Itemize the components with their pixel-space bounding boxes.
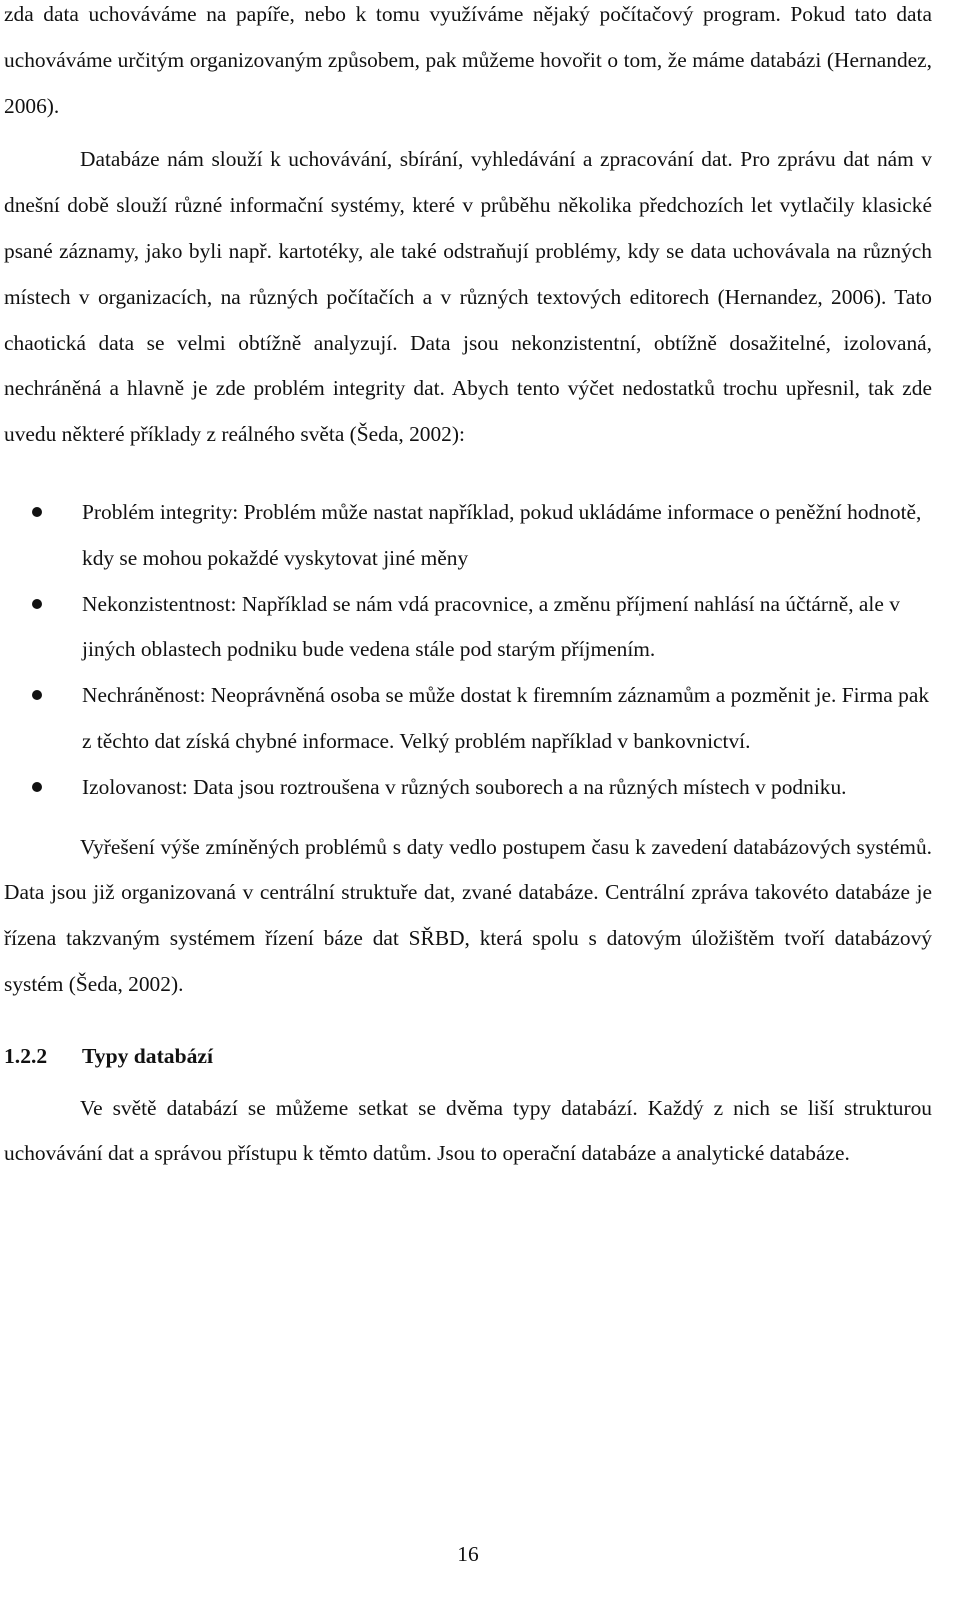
bullet-icon	[32, 599, 42, 609]
bullet-icon	[32, 507, 42, 517]
paragraph-types: Ve světě databází se můžeme setkat se dvěma typy databází. Každý z nich se liší strukturou uchovávání dat a správou přístupu k těmto datům. Jsou to operační databáze a analytické databáze.	[4, 1095, 932, 1166]
list-item	[4, 582, 932, 674]
paragraph-databases: Databáze nám slouží k uchovávání, sbírání, vyhledávání a zpracování dat. Pro zprávu dat nám v dnešní době slouží různé informační systémy, které v průběhu několika předchozích let vytlačily klasické psané záznamy, jako byli např. kartotéky, ale také odstraňují problémy, kdy se data uchovávala na různých místech v organizacích, na různých počítačích a v různých textových editorech (Hernandez, 2006). Tato chaotická data se velmi obtížně analyzují. Data jsou nekonzistentní, obtížně dosažitelné, izolovaná, nechráněná a hlavně je zde problém integrity dat. Abych tento výčet nedostatků trochu upřesnil, tak zde uvedu některé příklady z reálného světa (Šeda, 2002):	[4, 147, 932, 447]
list-item-text: Izolovanost: Data jsou roztroušena v různých souborech a na různých místech v podniku.	[82, 774, 847, 799]
list-item-text: Nechráněnost: Neoprávněná osoba se může dostat k firemním záznamům a pozměnit je. Firma pak z těchto dat získá chybné informace. Velký problém například v bankovnictví.	[82, 683, 930, 753]
document-page	[4, 0, 932, 1177]
list-item-text: Nekonzistentnost: Například se nám vdá pracovnice, a změnu příjmení nahlásí na účtárně, ale v jiných oblastech podniku bude vedena stále pod starým příjmením.	[82, 591, 900, 662]
section-title: Typy databází	[82, 1043, 213, 1068]
bullet-icon	[32, 690, 42, 700]
page-number: 16	[457, 1542, 479, 1566]
paragraph-intro: zda data uchováváme na papíře, nebo k tomu využíváme nějaký počítačový program. Pokud tato data uchováváme určitým organizovaným způsobem, pak můžeme hovořit o tom, že máme databázi (Hernandez, 2006).	[4, 2, 932, 118]
list-item	[4, 765, 932, 811]
bullet-icon	[32, 782, 42, 792]
section-heading	[4, 1034, 932, 1080]
list-item-text: Problém integrity: Problém může nastat například, pokud ukládáme informace o peněžní hodnotě, kdy se mohou pokaždé vyskytovat jiné měny	[82, 499, 922, 570]
paragraph-solution: Vyřešení výše zmíněných problémů s daty vedlo postupem času k zavedení databázových systémů. Data jsou již organizovaná v centrální struktuře dat, zvané databáze. Centrální zpráva takovéto databáze je řízena takzvaným systémem řízení báze dat SŘBD, která spolu s datovým úložištěm tvoří databázový systém (Šeda, 2002).	[4, 834, 932, 996]
section-number: 1.2.2	[4, 1043, 48, 1068]
problem-list	[4, 490, 932, 811]
list-item	[4, 673, 932, 765]
list-item	[4, 490, 932, 582]
